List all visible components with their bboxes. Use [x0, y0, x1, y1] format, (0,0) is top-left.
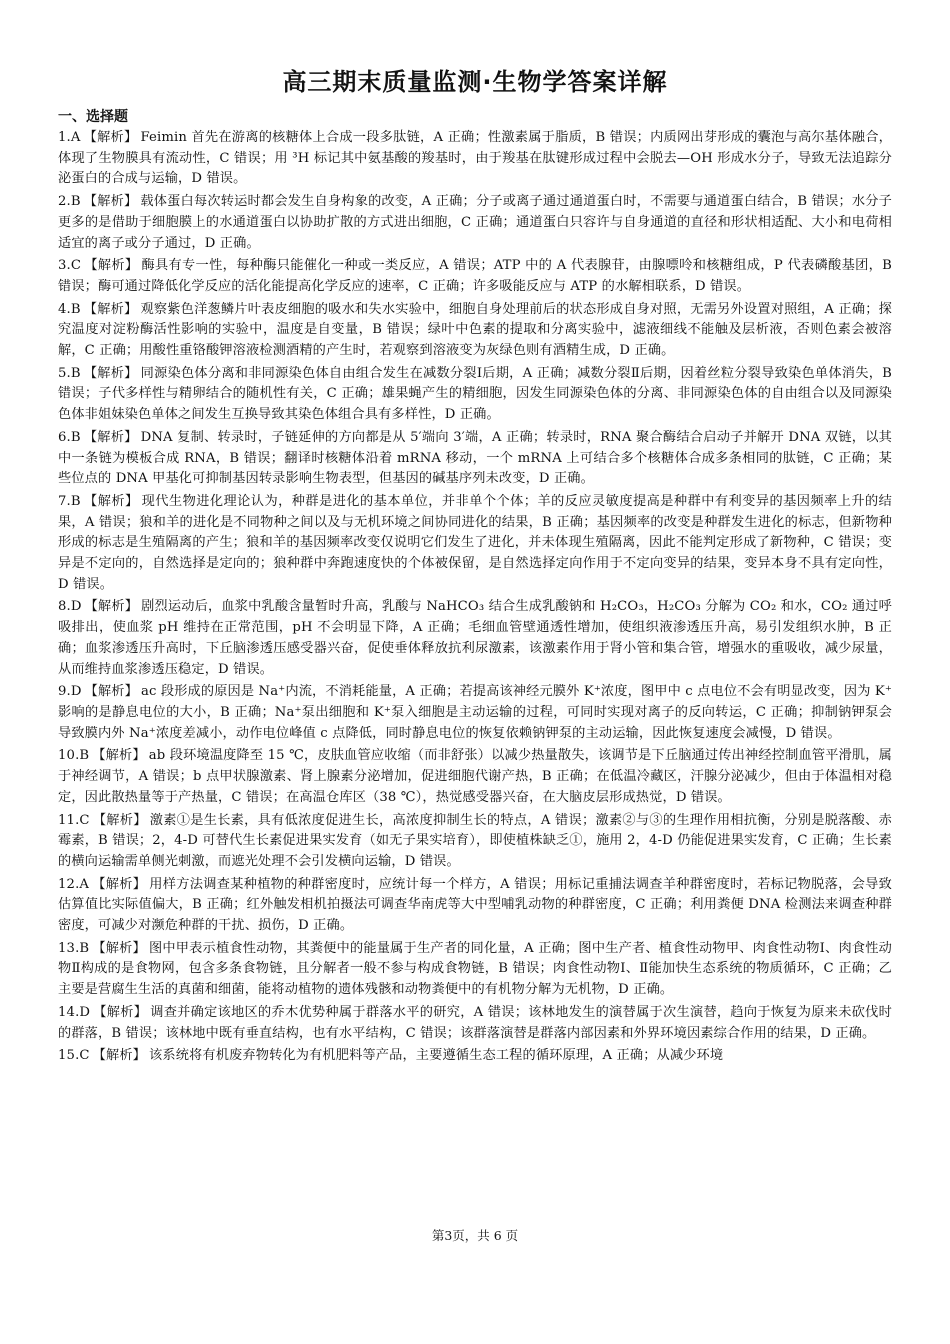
answer-number: 1.A — [58, 130, 81, 145]
analysis-tag: 【解析】 — [92, 940, 146, 956]
answer-item — [58, 1046, 892, 1067]
answer-number: 15.C — [58, 1048, 90, 1064]
analysis-tag: 【解析】 — [83, 493, 139, 509]
answer-text: 酶具有专一性，每种酶只能催化一种或一类反应，A 错误；ATP 中的 A 代表腺苷，由腺嘌呤和核糖组成，P 代表磷酸基团，B 错误；酶可通过降低化学反应的活化能提高化学反应的速率，C 正确；许多吸能反应与 ATP 的水解相联系，D 错误。 — [58, 258, 892, 294]
answer-number: 3.C — [58, 258, 82, 274]
analysis-tag: 【解析】 — [93, 1004, 148, 1020]
analysis-tag: 【解析】 — [92, 876, 147, 892]
answer-item — [58, 939, 892, 1001]
analysis-tag: 【解析】 — [84, 258, 139, 274]
answer-text: 该系统将有机废弃物转化为有机肥料等产品，主要遵循生态工程的循环原理，A 正确；从减少环境 — [149, 1048, 724, 1064]
answer-number: 14.D — [58, 1004, 91, 1020]
analysis-tag: 【解析】 — [92, 812, 147, 828]
answer-item — [58, 492, 892, 596]
answer-number: 12.A — [58, 876, 90, 892]
answer-item — [58, 597, 892, 680]
answer-item — [58, 428, 892, 490]
answer-number: 13.B — [58, 940, 90, 956]
answer-text: DNA 复制、转录时，子链延伸的方向都是从 5′端向 3′端，A 正确；转录时，RNA 聚合酶结合启动子并解开 DNA 双链，以其中一条链为模板合成 RNA，B 错误；翻译时核糖体沿着 mRNA 移动，一个 mRNA 上可结合多个核糖体合成多条相同的肽链，C 正确；某些位点的 DNA 甲基化可抑制基因转录影响生物表型，但基因的碱基序列未改变，D 正确。 — [58, 429, 892, 487]
answer-text: 调查并确定该地区的乔木优势种属于群落水平的研究，A 错误；该林地发生的演替属于次生演替，趋向于恢复为原来未砍伐时的群落，B 错误；该林地中既有垂直结构，也有水平结构，C 错误；该群落演替是群落内部因素和外界环境因素综合作用的结果，D 正确。 — [58, 1004, 892, 1041]
page-footer: 第3页，共 6 页 — [431, 1228, 519, 1243]
answer-text: ab 段环境温度降至 15 ℃，皮肤血管应收缩（而非舒张）以减少热量散失，该调节是下丘脑通过传出神经控制血管平滑肌，属于神经调节，A 错误；b 点甲状腺激素、肾上腺素分泌增加，促进细胞代谢产热，B 正确；在低温冷藏区，汗腺分泌减少，但由于体温相对稳定，因此散热量等于产热量，C 错误；在高温仓库区（38 ℃），热觉感受器兴奋，在大脑皮层形成热觉，D 错误。 — [58, 748, 892, 805]
answer-item — [58, 682, 892, 744]
analysis-tag: 【解析】 — [92, 1048, 147, 1064]
analysis-tag: 【解析】 — [83, 301, 138, 317]
analysis-tag: 【解析】 — [83, 429, 138, 445]
section-heading: 一、选择题 — [58, 109, 128, 125]
answer-text: 图中甲表示植食性动物，其粪便中的能量属于生产者的同化量，A 正确；图中生产者、植食性动物甲、肉食性动物Ⅰ、肉食性动物Ⅱ构成的是食物网，包含多条食物链，且分解者一般不参与构成食物链，B 错误；肉食性动物Ⅰ、Ⅱ能加快生态系统的物质循环，C 正确；乙主要是营腐生生活的真菌和细菌，能将动植物的遗体残骸和动物粪便中的有机物分解为无机物，D 正确。 — [58, 940, 892, 998]
answer-text: Feimin 首先在游离的核糖体上合成一段多肽链，A 正确；性激素属于脂质，B 错误；内质网出芽形成的囊泡与高尔基体融合，体现了生物膜具有流动性，C 错误；用 ³H 标记其中氨基酸的羧基时，由于羧基在肽键形成过程中会脱去—OH 形成水分子，导致无法追踪分泌蛋白的合成与运输，D 错误。 — [58, 130, 892, 187]
answer-text: ac 段形成的原因是 Na⁺内流，不消耗能量，A 正确；若提高该神经元膜外 K⁺浓度，图甲中 c 点电位不会有明显改变，因为 K⁺影响的是静息电位的大小，B 正确；Na⁺泵出细胞和 K⁺泵入细胞是主动运输的过程，可同时实现对离子的反向转运，C 正确；抑制钠钾泵会导致膜内外 Na⁺浓度差减小，动作电位峰值 c 点降低，同时静息电位的恢复依赖钠钾泵的主动运输，因此恢复速度会减慢，D 错误。 — [58, 684, 893, 741]
answer-item — [58, 192, 892, 254]
answer-list — [58, 128, 892, 1067]
answer-number: 11.C — [58, 812, 90, 828]
answer-number: 8.D — [58, 599, 82, 615]
analysis-tag: 【解析】 — [92, 748, 146, 764]
answer-page — [58, 62, 892, 1069]
answer-text: 激素①是生长素，具有低浓度促进生长，高浓度抑制生长的特点，A 错误；激素②与③的生理作用相抗衡，分别是脱落酸、赤霉素，B 错误；2，4-D 可替代生长素促进果实发育（如无子果实培育），即使植株缺乏①，施用 2，4-D 仍能促进果实发育，C 正确；生长素的横向运输需单侧光刺激，而遮光处理不会引发横向运输，D 错误。 — [58, 812, 892, 869]
answer-item — [58, 746, 892, 808]
answer-item — [58, 875, 892, 937]
analysis-tag: 【解析】 — [84, 684, 138, 700]
answer-number: 5.B — [58, 365, 81, 381]
analysis-tag: 【解析】 — [83, 365, 138, 381]
analysis-tag: 【解析】 — [83, 194, 138, 210]
answer-item — [58, 364, 892, 426]
answer-number: 10.B — [58, 748, 90, 764]
answer-number: 7.B — [58, 493, 81, 509]
analysis-tag: 【解析】 — [83, 130, 138, 145]
answer-text: 现代生物进化理论认为，种群是进化的基本单位，并非单个个体；羊的反应灵敏度提高是种群中有利变异的基因频率上升的结果，A 错误；狼和羊的进化是不同物种之间以及与无机环境之间协同进化的结果，B 正确；基因频率的改变是种群发生进化的标志，但新物种形成的标志是生殖隔离的产生；狼和羊的基因频率改变仅说明它们发生了进化，并未体现生殖隔离，因此不能判定形成了新物种，C 错误；变异是不定向的，自然选择是定向的；狼种群中奔跑速度快的个体被保留，是自然选择定向作用于不定向变异的结果，变异本身不具有定向性，D 错误。 — [58, 493, 892, 592]
answer-item — [58, 128, 892, 190]
answer-text: 同源染色体分离和非同源染色体自由组合发生在减数分裂Ⅰ后期，A 正确；减数分裂Ⅱ后期，因着丝粒分裂导致染色单体消失，B 错误；子代多样性与精卵结合的随机性有关，C 正确；雄果蝇产生的精细胞，因发生同源染色体的分离、非同源染色体的自由组合以及同源染色体非姐妹染色单体之间发生互换导致其染色体组合具有多样性，D 正确。 — [58, 365, 892, 423]
answer-item — [58, 811, 892, 873]
page-title: 高三期末质量监测·生物学答案详解 — [282, 68, 668, 96]
answer-text: 载体蛋白每次转运时都会发生自身构象的改变，A 正确；分子或离子通过通道蛋白时，不需要与通道蛋白结合，B 错误；水分子更多的是借助于细胞膜上的水通道蛋白以协助扩散的方式进出细胞，C 正确；通道蛋白只容许与自身通道的直径和形状相适配、大小和电荷相适宜的离子或分子通过，D 正确。 — [58, 194, 892, 251]
answer-number: 2.B — [58, 194, 81, 210]
answer-item — [58, 300, 892, 362]
answer-text: 用样方法调查某种植物的种群密度时，应统计每一个样方，A 错误；用标记重捕法调查羊种群密度时，若标记物脱落，会导致估算值比实际值偏大，B 正确；红外触发相机拍摄法可调查华南虎等大中型哺乳动物的种群密度，C 正确；利用粪便 DNA 检测法来调查种群密度，可减少对濒危种群的干扰、损伤，D 正确。 — [58, 876, 892, 934]
answer-text: 观察紫色洋葱鳞片叶表皮细胞的吸水和失水实验中，细胞自身处理前后的状态形成自身对照，无需另外设置对照组，A 正确；探究温度对淀粉酶活性影响的实验中，温度是自变量，B 错误；绿叶中色素的提取和分离实验中，滤液细线不能触及层析液，否则色素会被溶解，C 正确；用酸性重铬酸钾溶液检测酒精的产生时，若观察到溶液变为灰绿色则有酒精生成，D 正确。 — [58, 301, 892, 359]
answer-number: 4.B — [58, 301, 81, 317]
answer-item — [58, 256, 892, 297]
answer-text: 剧烈运动后，血浆中乳酸含量暂时升高，乳酸与 NaHCO₃ 结合生成乳酸钠和 H₂CO₃，H₂CO₃ 分解为 CO₂ 和水，CO₂ 通过呼吸排出，使血浆 pH 维持在正常范围，pH 不会明显下降，A 正确；毛细血管壁通透性增加，使组织液渗透压升高，易引发组织水肿，B 正确；血浆渗透压升高时，下丘脑渗透压感受器兴奋，促使垂体释放抗利尿激素，该激素作用于肾小管和集合管，增强水的重吸收，减少尿量，从而维持血浆渗透压稳定，D 错误。 — [58, 599, 892, 677]
answer-number: 9.D — [58, 684, 82, 700]
answer-item — [58, 1003, 892, 1044]
answer-number: 6.B — [58, 429, 81, 445]
analysis-tag: 【解析】 — [84, 599, 139, 615]
